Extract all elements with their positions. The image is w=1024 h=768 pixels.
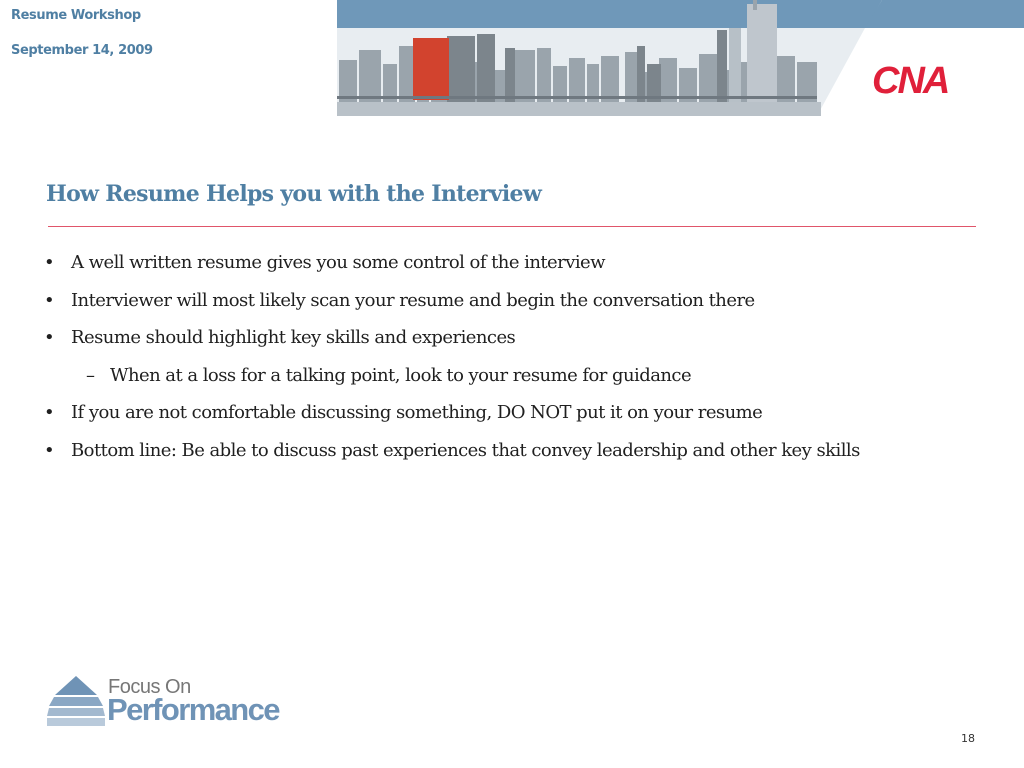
bullet-marker: • — [44, 289, 55, 311]
bullet-marker: • — [44, 327, 55, 348]
page-number: 18 — [961, 732, 975, 745]
bullet-list — [44, 249, 860, 474]
bullet-item — [44, 287, 860, 325]
focus-on-performance-logo — [47, 676, 322, 728]
slide-title: How Resume Helps you with the Interview — [46, 181, 542, 207]
presentation-title: Resume Workshop — [11, 8, 141, 23]
svg-text:CNA: CNA — [872, 60, 949, 98]
bullet-text: Interviewer will most likely scan your resume and begin the conversation there — [71, 289, 755, 311]
program-name-line1: Focus On — [108, 676, 191, 698]
bullet-text: Bottom line: Be able to discuss past experiences that convey leadership and other key skills — [71, 439, 860, 461]
bullet-marker: • — [44, 402, 55, 423]
bullet-item — [44, 399, 860, 437]
bullet-text: Resume should highlight key skills and experiences — [71, 327, 516, 348]
bullet-item — [44, 324, 860, 362]
bullet-marker: • — [44, 439, 55, 461]
bullet-marker: • — [44, 252, 55, 273]
cna-logo — [870, 60, 974, 98]
bullet-text: When at a loss for a talking point, look to your resume for guidance — [110, 364, 692, 386]
bullet-item — [44, 249, 860, 287]
program-name-line2: Performance — [107, 692, 279, 727]
bullet-item — [44, 437, 860, 475]
bullet-text: If you are not comfortable discussing something, DO NOT put it on your resume — [71, 402, 763, 423]
presentation-date: September 14, 2009 — [11, 43, 153, 58]
title-divider — [48, 226, 976, 227]
sub-bullet-item — [44, 362, 860, 400]
city-skyline-banner — [337, 0, 1024, 116]
bullet-text: A well written resume gives you some control of the interview — [71, 252, 606, 273]
dash-marker: – — [86, 364, 95, 386]
pyramid-icon — [47, 676, 105, 726]
